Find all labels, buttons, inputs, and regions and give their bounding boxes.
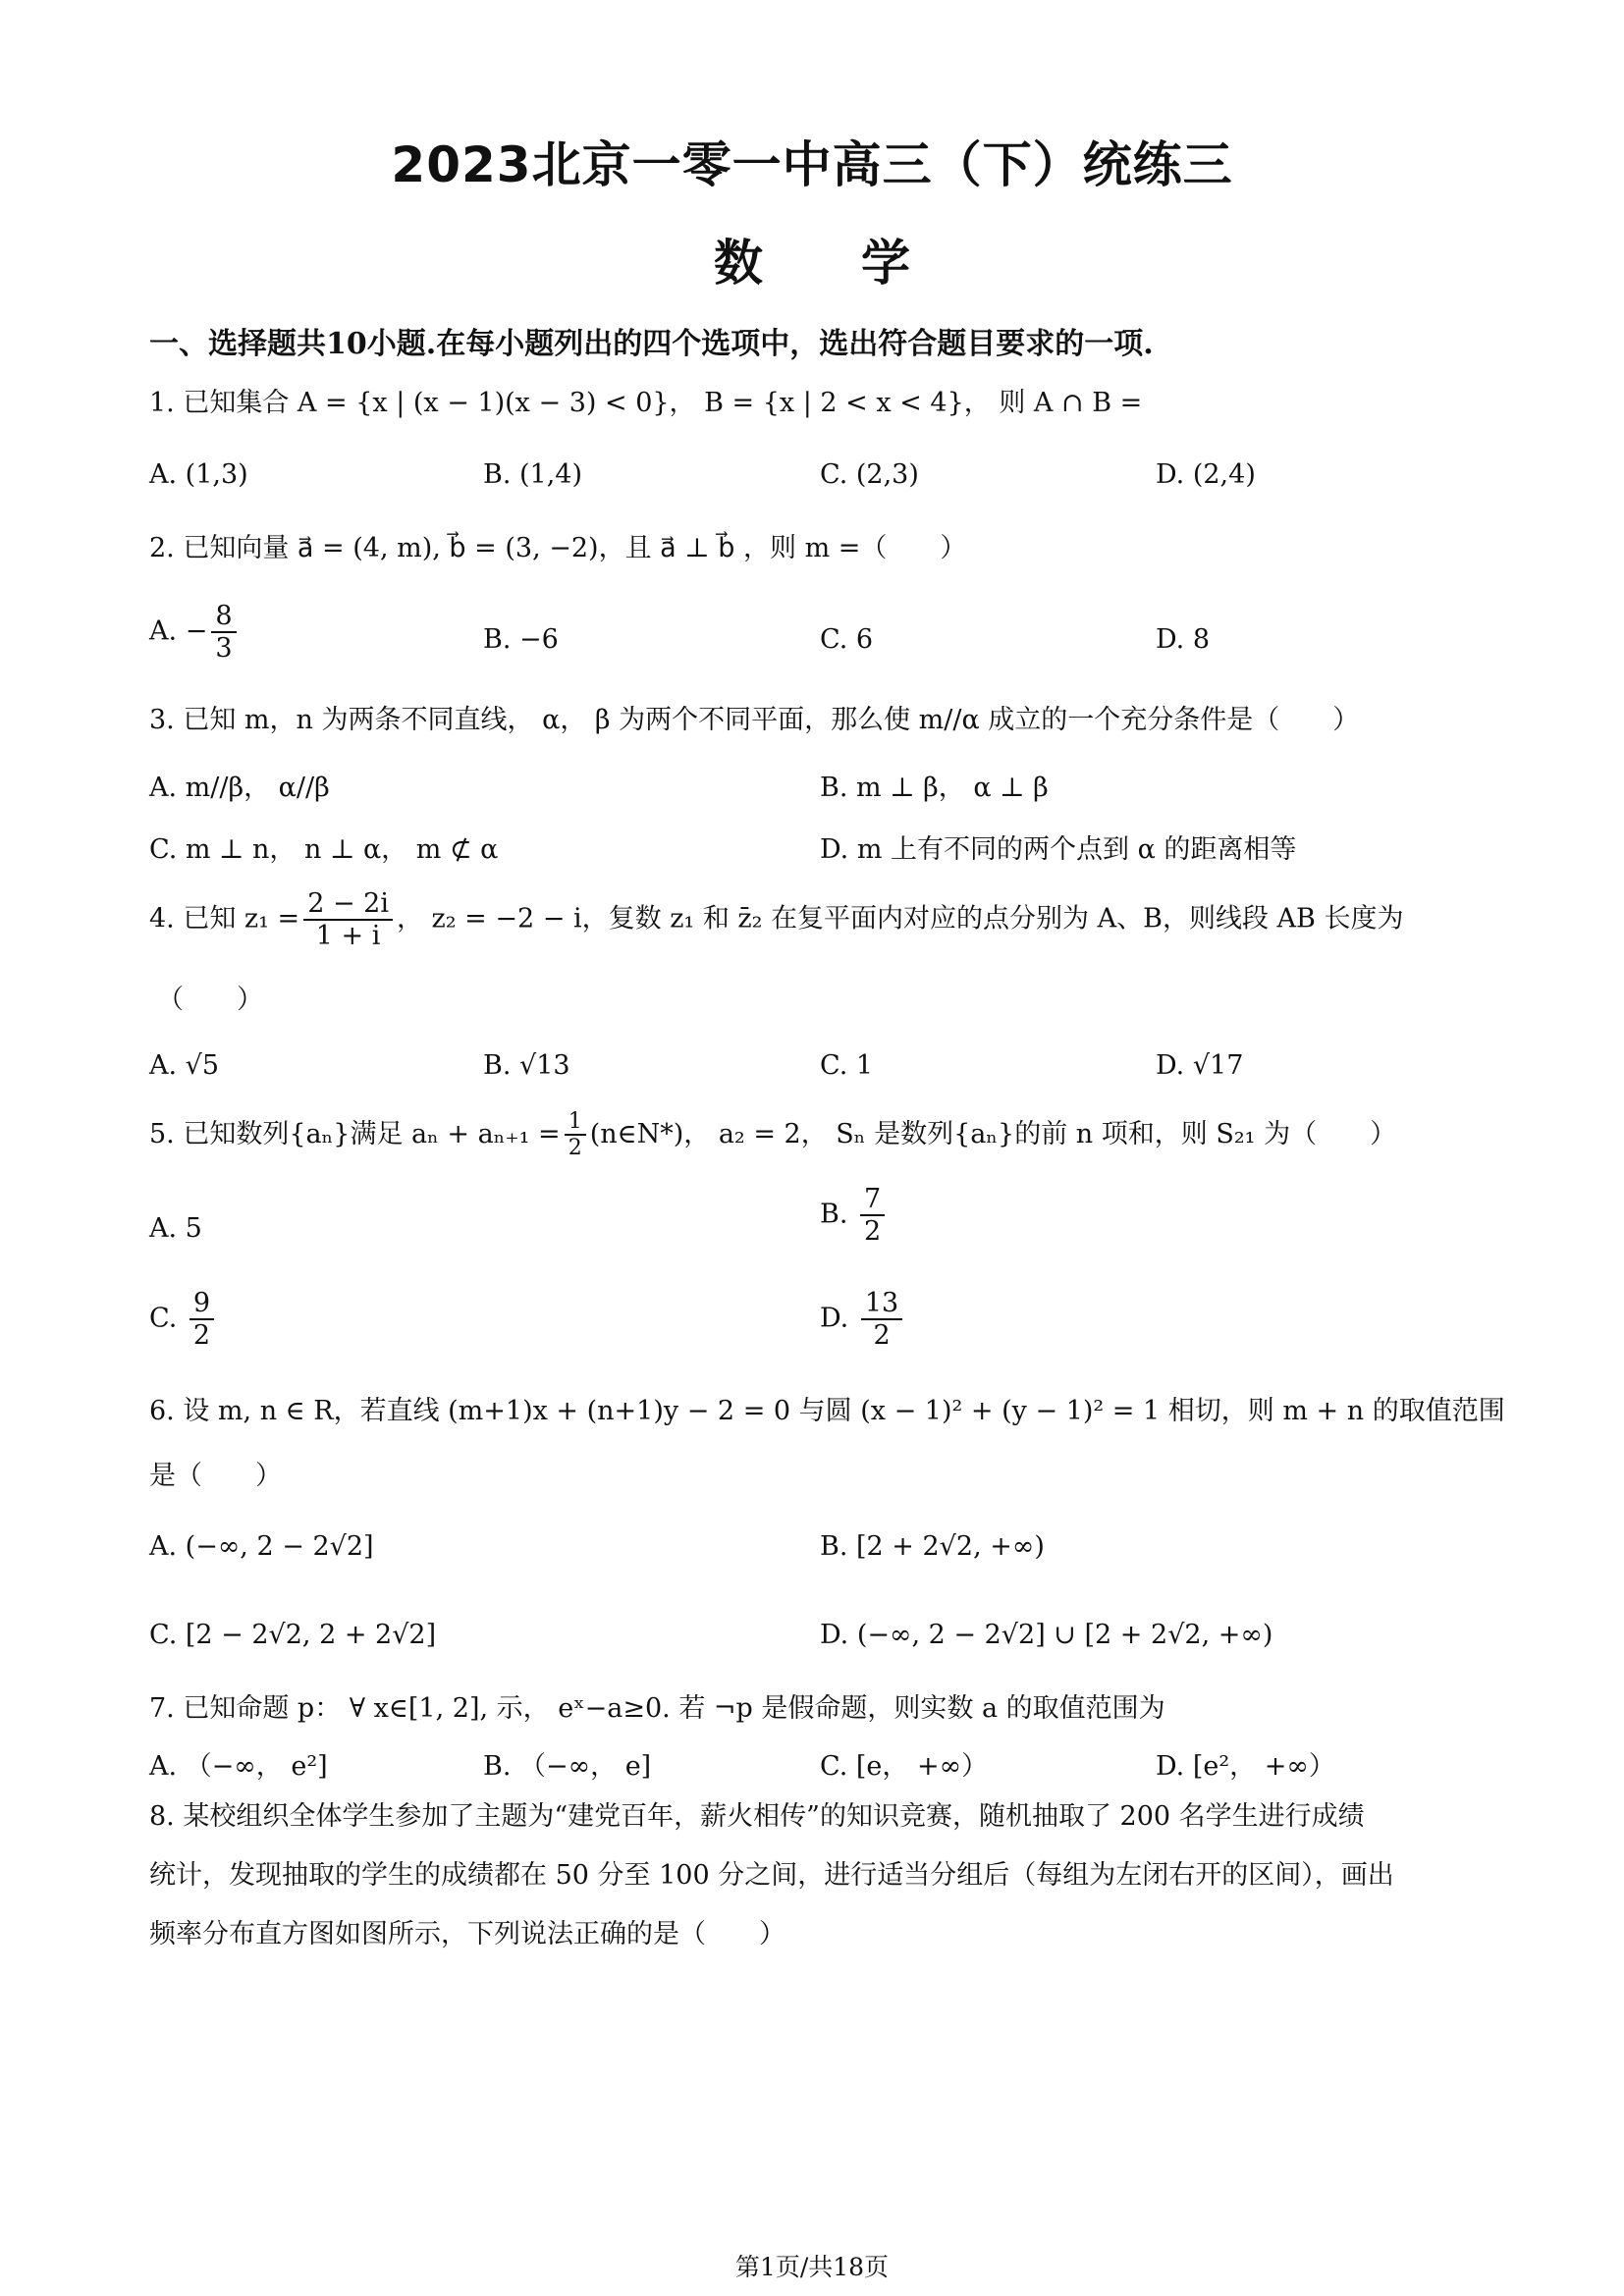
question-4-stem [149,888,1403,951]
section-heading: 一、选择题共10小题.在每小题列出的四个选项中，选出符合题目要求的一项. [149,327,1154,361]
question-1-option-a: A. (1,3) [149,459,248,490]
question-3-stem: 3. 已知 m，n 为两条不同直线， α， β 为两个不同平面，那么使 m//α 成立的一个充分条件是（ ） [149,705,1360,735]
question-4-prefix: 4. 已知 z₁ = [149,903,300,934]
page-number: 第1页/共18页 [734,2253,890,2281]
fraction-denominator: 1 + i [315,921,381,952]
question-7-option-d: D. [e²， +∞） [1156,1751,1335,1782]
question-6-option-b: B. [2 + 2√2, +∞) [820,1531,1045,1562]
question-3-option-d: D. m 上有不同的两个点到 α 的距离相等 [820,834,1297,865]
fraction-denominator: 3 [215,633,233,665]
fraction-numerator: 2 − 2i [303,888,393,921]
question-8-stem-line2: 统计，发现抽取的学生的成绩都在 50 分至 100 分之间，进行适当分组后（每组为左闭右开的区间），画出 [149,1860,1394,1891]
question-2-option-c: C. 6 [820,624,874,655]
question-7-option-c: C. [e， +∞） [820,1751,989,1782]
question-7-option-a: A. （−∞， e²] [149,1751,328,1782]
question-1-option-c: C. (2,3) [820,459,919,490]
fraction-denominator: 2 [873,1320,891,1352]
question-1-option-d: D. (2,4) [1156,459,1256,490]
fraction-numerator: 7 [860,1184,885,1216]
fraction [211,601,236,664]
question-4-suffix: ， z₂ = −2 − i，复数 z₁ 和 z̄₂ 在复平面内对应的点分别为 A、B，则线段 AB 长度为 [396,903,1404,934]
fraction [189,1288,214,1351]
question-1-stem: 1. 已知集合 A = {x | (x − 1)(x − 3) < 0}， B = {x | 2 < x < 4}， 则 A ∩ B = [149,388,1143,418]
question-2-option-d: D. 8 [1156,624,1211,655]
question-5-stem [149,1109,1396,1161]
page-title: 2023北京一零一中高三（下）统练三 [391,136,1233,193]
option-a-label: A. [149,615,178,647]
fraction [861,1288,902,1351]
question-6-option-a: A. (−∞, 2 − 2√2] [149,1531,374,1562]
question-2-option-a [149,601,241,664]
fraction-numerator: 13 [861,1288,902,1320]
question-4-option-b: B. √13 [483,1050,570,1081]
question-5-suffix: (n∈N*)， a₂ = 2， Sₙ 是数列{aₙ}的前 n 项和，则 S₂₁ 为（ ） [589,1118,1397,1149]
question-4-option-d: D. √17 [1156,1050,1244,1081]
fraction-denominator: 2 [192,1320,211,1352]
question-6-option-c: C. [2 − 2√2, 2 + 2√2] [149,1620,437,1650]
option-c-label: C. [149,1303,178,1334]
question-6-stem: 6. 设 m, n ∈ R，若直线 (m+1)x + (n+1)y − 2 = 0 与圆 (x − 1)² + (y − 1)² = 1 相切，则 m + n 的取值范围 [149,1396,1505,1426]
question-5-prefix: 5. 已知数列{aₙ}满足 aₙ + aₙ₊₁ = [149,1118,561,1149]
subject-title: 数 学 [714,235,910,292]
fraction-numerator: 1 [565,1109,586,1136]
question-3-option-a: A. m//β， α//β [149,773,330,803]
question-1-option-b: B. (1,4) [483,459,583,490]
question-3-option-c: C. m ⊥ n， n ⊥ α， m ⊄ α [149,834,499,865]
question-8-stem-line3: 频率分布直方图如图所示，下列说法正确的是（ ） [149,1919,785,1949]
question-2-stem: 2. 已知向量 a⃗ = (4, m), b⃗ = (3, −2)，且 a⃗ ⊥ b⃗ ，则 m =（ ） [149,533,967,563]
question-4-option-a: A. √5 [149,1050,220,1081]
fraction-denominator: 2 [864,1216,882,1248]
question-3-option-b: B. m ⊥ β， α ⊥ β [820,773,1049,803]
question-5-option-b [820,1184,889,1247]
question-4-option-c: C. 1 [820,1050,874,1081]
question-4-answer-paren: （ ） [157,985,263,1015]
fraction [860,1184,885,1247]
question-6-stem-line2: 是（ ） [149,1461,282,1491]
question-2-option-b: B. −6 [483,624,559,655]
fraction-numerator: 9 [189,1288,214,1320]
question-5-option-c [149,1288,218,1351]
fraction-denominator: 2 [568,1136,582,1161]
question-5-option-a: A. 5 [149,1213,202,1244]
question-7-stem: 7. 已知命题 p： ∀ x∈[1, 2], 示， eˣ−a≥0. 若 ¬p 是假命题，则实数 a 的取值范围为 [149,1693,1165,1724]
fraction-numerator: 8 [211,601,236,633]
option-d-label: D. [820,1303,849,1334]
fraction [303,888,393,951]
question-8-stem-line1: 8. 某校组织全体学生参加了主题为“建党百年，薪火相传”的知识竞赛，随机抽取了 200 名学生进行成绩 [149,1801,1365,1832]
question-5-option-d [820,1288,906,1351]
option-b-label: B. [820,1199,848,1230]
fraction [565,1109,586,1161]
question-7-option-b: B. （−∞， e] [483,1751,652,1782]
option-a-sign: − [185,615,208,647]
question-6-option-d: D. (−∞, 2 − 2√2] ∪ [2 + 2√2, +∞) [820,1620,1273,1650]
